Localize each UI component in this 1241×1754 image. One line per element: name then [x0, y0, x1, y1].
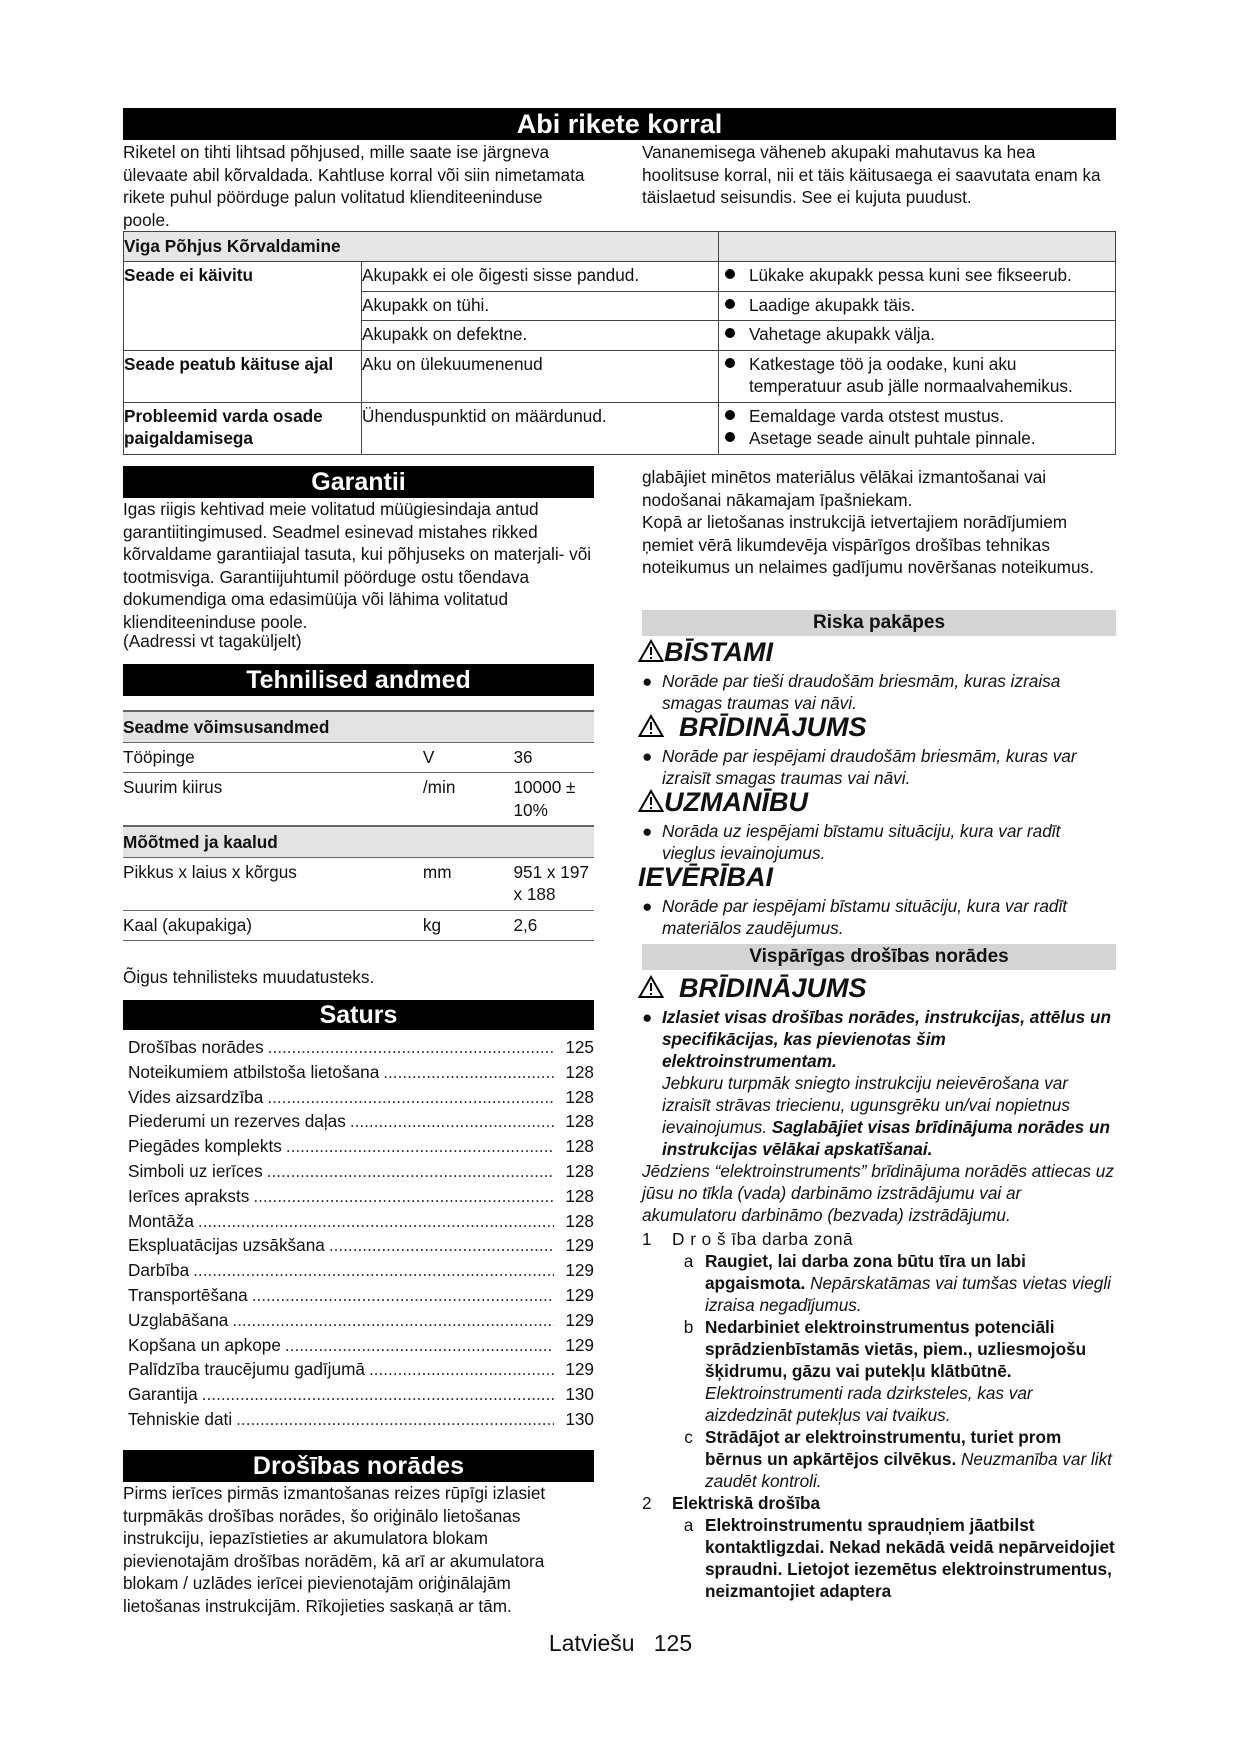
toc-row — [128, 1382, 594, 1407]
remedy-text: Katkestage töö ja oodake, kuni aku temperatuur asub jälle normaalvahemikus. — [748, 353, 1073, 396]
table-header: Viga Põhjus Kõrvaldamine — [124, 232, 719, 262]
toc-page: 128 — [565, 1061, 594, 1082]
spec-label: Pikkus x laius x kõrgus — [123, 857, 423, 910]
table-row — [124, 350, 1116, 402]
toc-leader — [350, 1109, 554, 1134]
toc-leader — [267, 1085, 554, 1110]
cause-cell: Ühenduspunktid on määrdunud. — [362, 402, 719, 454]
section-title-safety: Drošības norādes — [123, 1450, 594, 1482]
toc-label: Tehniskie dati — [128, 1408, 233, 1429]
item-letter: c — [684, 1427, 693, 1447]
toc-page: 130 — [565, 1408, 594, 1429]
section-title-technical: Tehnilised andmed — [123, 664, 594, 696]
subsection-title: Elektriskā drošība — [672, 1493, 821, 1513]
remedy-text: Asetage seade ainult puhtale pinnale. — [748, 428, 1036, 448]
toc-leader — [232, 1308, 554, 1333]
spec-group-row — [123, 826, 594, 857]
risk-level-caution — [638, 786, 808, 818]
toc-label: Piegādes komplekts — [128, 1136, 282, 1157]
safety-text-2: Kopā ar lietošanas instrukcijā ietvertajiem norādījumiem ņemiet vērā likumdevēja vispārīgos drošības tehnikas noteikumus un nelaimes gadījumu novēršanas noteikumus. — [642, 512, 1094, 577]
toc-row — [128, 1184, 594, 1209]
spec-group-title: Mõõtmed ja kaalud — [123, 826, 594, 857]
toc-page: 129 — [565, 1334, 594, 1355]
section-title-general-safety: Vispārīgas drošības norādes — [642, 944, 1116, 970]
table-row — [124, 262, 1116, 292]
toc-row — [128, 1209, 594, 1234]
toc-page: 128 — [565, 1160, 594, 1181]
remedy-text: Laadige akupakk täis. — [748, 294, 916, 315]
bullet-icon — [725, 269, 735, 279]
table-header-row — [124, 232, 1116, 262]
toc-page: 128 — [565, 1210, 594, 1231]
item-letter: b — [683, 1317, 694, 1337]
fault-cell — [124, 321, 362, 351]
general-safety-body — [642, 1006, 1116, 1602]
toc-row — [128, 1035, 594, 1060]
toc-label: Kopšana un apkope — [128, 1334, 281, 1355]
risk-level-text — [642, 670, 1116, 714]
toc-leader — [286, 1134, 554, 1159]
warning-triangle-icon — [638, 714, 664, 738]
safety-text: Pirms ierīces pirmās izmantošanas reizes rūpīgi izlasiet turpmākās drošības norādes, šo oriģinālo lietošanas instrukciju, iepazīstieties ar akumulatora blokam pievienotajām drošības norādēm, kā arī ar akumulatora blokam / uzlādes ierīcei pievienotajām oriģinālajām lietošanas instrukcijām. Rīkojieties saskaņā ar tām. — [123, 1483, 546, 1616]
bullet-icon — [725, 299, 735, 309]
risk-level-name: BĪSTAMI — [664, 637, 773, 667]
toc-row — [128, 1283, 594, 1308]
subsection-number: 1 — [642, 1229, 652, 1249]
toc-leader — [253, 1184, 554, 1209]
toc-leader — [329, 1233, 554, 1258]
page-footer — [0, 1630, 1241, 1657]
item-1c — [642, 1426, 1116, 1492]
subsection-title: D r o š ība darba zonā — [672, 1229, 854, 1249]
technical-note: Õigus tehnilisteks muudatusteks. — [123, 967, 375, 987]
warranty-address: (Aadressi vt tagaküljelt) — [123, 631, 302, 651]
toc-page: 129 — [565, 1235, 594, 1256]
toc-page: 128 — [565, 1136, 594, 1157]
footer-page-number: 125 — [653, 1630, 693, 1656]
subsection-number: 2 — [642, 1493, 652, 1513]
risk-level-name: IEVĒRĪBAI — [638, 862, 774, 892]
bullet-icon — [725, 358, 735, 368]
spec-value: 36 — [513, 742, 594, 773]
remedy-text: Eemaldage varda otstest mustus. — [748, 405, 1005, 426]
footer-language: Latviešu — [548, 1630, 635, 1656]
toc-page: 129 — [565, 1309, 594, 1330]
general-intro — [662, 1006, 1116, 1160]
risk-level-danger — [638, 636, 773, 668]
toc-leader — [285, 1333, 554, 1358]
risk-level-warning — [638, 711, 867, 743]
toc-label: Ierīces apraksts — [128, 1185, 250, 1206]
toc-row — [128, 1258, 594, 1283]
toc-page: 125 — [565, 1037, 594, 1057]
spec-label: Suurim kiirus — [123, 773, 423, 827]
toc-label: Palīdzība traucējumu gadījumā — [128, 1359, 365, 1380]
toc-page: 129 — [565, 1260, 594, 1281]
remedy-cell — [718, 402, 1115, 454]
toc-row — [128, 1407, 594, 1432]
cause-cell: Akupakk on tühi. — [362, 291, 719, 321]
remedy-cell — [718, 350, 1115, 402]
spec-row — [123, 742, 594, 773]
warning-triangle-icon — [638, 789, 664, 813]
spec-unit: V — [423, 742, 514, 773]
warning-triangle-icon — [638, 639, 664, 663]
toc-page: 128 — [565, 1111, 594, 1132]
spec-unit: mm — [423, 857, 514, 910]
subsection-2 — [642, 1492, 1116, 1514]
toc-label: Darbība — [128, 1260, 190, 1281]
bullet-icon: ● — [642, 671, 653, 691]
spec-row — [123, 773, 594, 827]
toc-row — [128, 1060, 594, 1085]
tech-spec-table — [123, 710, 594, 941]
section-title-contents: Saturs — [123, 1000, 594, 1030]
risk-level-text — [642, 895, 1116, 939]
toc-label: Transportēšana — [128, 1284, 248, 1305]
cause-cell: Akupakk ei ole õigesti sisse pandud. — [362, 262, 719, 292]
troubleshooting-intro-right: Vananemisega väheneb akupaki mahutavus ka hea hoolitsuse korral, nii et täis käitusaega ei saavutata enam ka täislaetud seisundis. See ei kujuta puudust. — [642, 142, 1101, 207]
toc-page: 128 — [565, 1086, 594, 1107]
toc-row — [128, 1159, 594, 1184]
item-1b — [642, 1316, 1116, 1426]
remedy-cell — [718, 291, 1115, 321]
toc-leader — [268, 1035, 554, 1060]
risk-level-desc: Norāde par iespējami draudošām briesmām, kuras var izraisīt smagas traumas vai nāvi. — [662, 746, 1077, 788]
section-title-troubleshooting: Abi rikete korral — [123, 108, 1116, 140]
table-row — [124, 321, 1116, 351]
safety-text-continued — [642, 466, 1116, 512]
toc-label: Uzglabāšana — [128, 1309, 229, 1330]
table-of-contents — [128, 1035, 594, 1432]
toc-row — [128, 1333, 594, 1358]
spec-row — [123, 857, 594, 910]
toc-label: Ekspluatācijas uzsākšana — [128, 1235, 325, 1256]
section-title-risk: Riska pakāpes — [642, 610, 1116, 636]
toc-leader — [202, 1382, 554, 1407]
toc-label: Noteikumiem atbilstoša lietošana — [128, 1061, 380, 1082]
toc-leader — [236, 1407, 554, 1432]
toc-row — [128, 1233, 594, 1258]
toc-leader — [383, 1060, 554, 1085]
item-letter: a — [683, 1515, 694, 1535]
risk-level-notice — [638, 861, 773, 893]
spec-label: Kaal (akupakiga) — [123, 910, 423, 941]
item-text: Nedarbiniet elektroinstrumentus potenciāli sprādzienbīstamās vietās, piem., uzliesmojošu šķidrumu, gāzu vai putekļu klātbūtnē. Elektroinstrumenti rada dzirksteles, kas var aizdedzināt putekļus vai tvaikus. — [705, 1317, 1087, 1425]
toc-label: Simboli uz ierīces — [128, 1160, 263, 1181]
toc-label: Garantija — [128, 1384, 198, 1405]
table-row — [124, 291, 1116, 321]
toc-leader — [193, 1258, 554, 1283]
risk-level-desc: Norāda uz iespējami bīstamu situāciju, kura var radīt vieglus ievainojumus. — [662, 821, 1061, 863]
toc-leader — [198, 1209, 554, 1234]
item-letter: a — [683, 1251, 694, 1271]
toc-leader — [267, 1159, 554, 1184]
bullet-icon — [725, 410, 735, 420]
toc-page: 130 — [565, 1384, 594, 1405]
remedy-cell — [718, 262, 1115, 292]
toc-page: 128 — [565, 1185, 594, 1206]
fault-cell: Probleemid varda osade paigaldamisega — [124, 402, 362, 454]
toc-leader — [369, 1357, 554, 1382]
general-intro-bold-2: Saglabājiet visas brīdinājuma norādes un instrukcijas vēlākai apskatīšanai. — [662, 1117, 1111, 1159]
spec-value: 10000 ± 10% — [513, 773, 594, 827]
toc-label: Drošības norādes — [128, 1037, 264, 1057]
remedy-text: Lükake akupakk pessa kuni see fikseerub. — [748, 265, 1072, 285]
toc-label: Vides aizsardzība — [128, 1086, 264, 1107]
risk-level-name: BRĪDINĀJUMS — [679, 712, 867, 742]
general-term-definition: Jēdziens “elektroinstruments” brīdinājuma norādēs attiecas uz jūsu no tīkla (vada) darbināmo izstrādājumu vai ar akumulatoru darbināmo (bezvada) izstrādājumu. — [642, 1161, 1114, 1225]
subsection-1 — [642, 1228, 1116, 1250]
toc-leader — [252, 1283, 554, 1308]
troubleshooting-intro-left: Riketel on tihti lihtsad põhjused, mille saate ise järgneva ülevaate abil kõrvaldada. Kahtluse korral või siin nimetamata rikete puhul pöörduge palun volitatud klienditeeninduse poole. — [123, 142, 585, 230]
spec-value: 951 x 197 x 188 — [513, 857, 594, 910]
toc-row — [128, 1308, 594, 1333]
bullet-icon: ● — [642, 821, 653, 841]
warning-triangle-icon — [638, 975, 664, 999]
fault-cell: Seade peatub käituse ajal — [124, 350, 362, 402]
general-warning-name: BRĪDINĀJUMS — [679, 973, 867, 1003]
table-header-empty — [718, 232, 1115, 262]
risk-level-desc: Norāde par iespējami bīstamu situāciju, kura var radīt materiālos zaudējumus. — [662, 896, 1068, 938]
troubleshooting-table — [123, 231, 1116, 455]
bullet-icon: ● — [642, 746, 653, 766]
spec-value: 2,6 — [513, 910, 594, 941]
item-text: Elektroinstrumentu spraudņiem jāatbilst kontaktligzdai. Nekad nekādā veidā nepārveidojiet spraudni. Lietojot iezemētus elektroinstrumentus, neizmantojiet adaptera — [705, 1515, 1115, 1601]
toc-label: Montāža — [128, 1210, 194, 1231]
general-warning — [638, 972, 867, 1004]
toc-row — [128, 1085, 594, 1110]
spec-group-row — [123, 711, 594, 742]
fault-cell: Seade ei käivitu — [124, 262, 362, 292]
toc-label: Piederumi un rezerves daļas — [128, 1111, 346, 1132]
risk-level-name: UZMANĪBU — [664, 787, 808, 817]
risk-level-text — [642, 745, 1116, 789]
toc-row — [128, 1109, 594, 1134]
spec-unit: /min — [423, 773, 514, 827]
bullet-icon — [725, 328, 735, 338]
general-intro-italic: Jebkuru turpmāk sniegto instrukciju neievērošana var izraisīt strāvas triecienu, ugunsgrēku un/vai nopietnus ievainojumus. — [662, 1073, 1070, 1137]
remedy-text: Vahetage akupakk välja. — [748, 324, 935, 344]
toc-row — [128, 1357, 594, 1382]
cause-cell: Akupakk on defektne. — [362, 321, 719, 351]
toc-page: 129 — [565, 1284, 594, 1305]
safety-text-continued-span: glabājiet minētos materiālus vēlākai izmantošanai vai nodošanai nākamajam īpašniekam. — [642, 467, 1047, 510]
risk-level-desc: Norāde par tieši draudošām briesmām, kuras izraisa smagas traumas vai nāvi. — [662, 671, 1061, 713]
bullet-icon: ● — [642, 896, 653, 916]
table-row — [124, 402, 1116, 454]
bullet-icon: ● — [642, 1007, 653, 1027]
spec-row — [123, 910, 594, 941]
spec-unit: kg — [423, 910, 514, 941]
item-2a — [642, 1514, 1116, 1602]
risk-level-text — [642, 820, 1116, 864]
spec-group-title: Seadme võimsusandmed — [123, 711, 594, 742]
warranty-text: Igas riigis kehtivad meie volitatud müügiesindaja antud garantiitingimused. Seadmel esinevad mistahes rikked kõrvaldame garantiiajal tasuta, kui põhjuseks on materjali- või tootmisviga. Garantiijuhtumil pöörduge ostu tõendava dokumendiga oma edasimüüja või lähima volitatud klienditeeninduse poole. — [123, 499, 592, 632]
general-intro-bold: Izlasiet visas drošības norādes, instrukcijas, attēlus un specifikācijas, kas pievienotas šim elektroinstrumentam. — [662, 1007, 1111, 1071]
item-1a — [642, 1250, 1116, 1316]
cause-cell: Aku on ülekuumenenud — [362, 350, 719, 402]
toc-row — [128, 1134, 594, 1159]
remedy-cell — [718, 321, 1115, 351]
item-text: Strādājot ar elektroinstrumentu, turiet prom bērnus un apkārtējos cilvēkus. Neuzmanība var likt zaudēt kontroli. — [705, 1427, 1112, 1491]
toc-page: 129 — [565, 1359, 594, 1380]
item-text: Raugiet, lai darba zona būtu tīra un labi apgaismota. Nepārskatāmas vai tumšas vietas viegli izraisa negadījumus. — [705, 1251, 1111, 1315]
spec-label: Tööpinge — [123, 742, 423, 773]
bullet-icon — [725, 432, 735, 442]
fault-cell — [124, 291, 362, 321]
section-title-warranty: Garantii — [123, 466, 594, 498]
